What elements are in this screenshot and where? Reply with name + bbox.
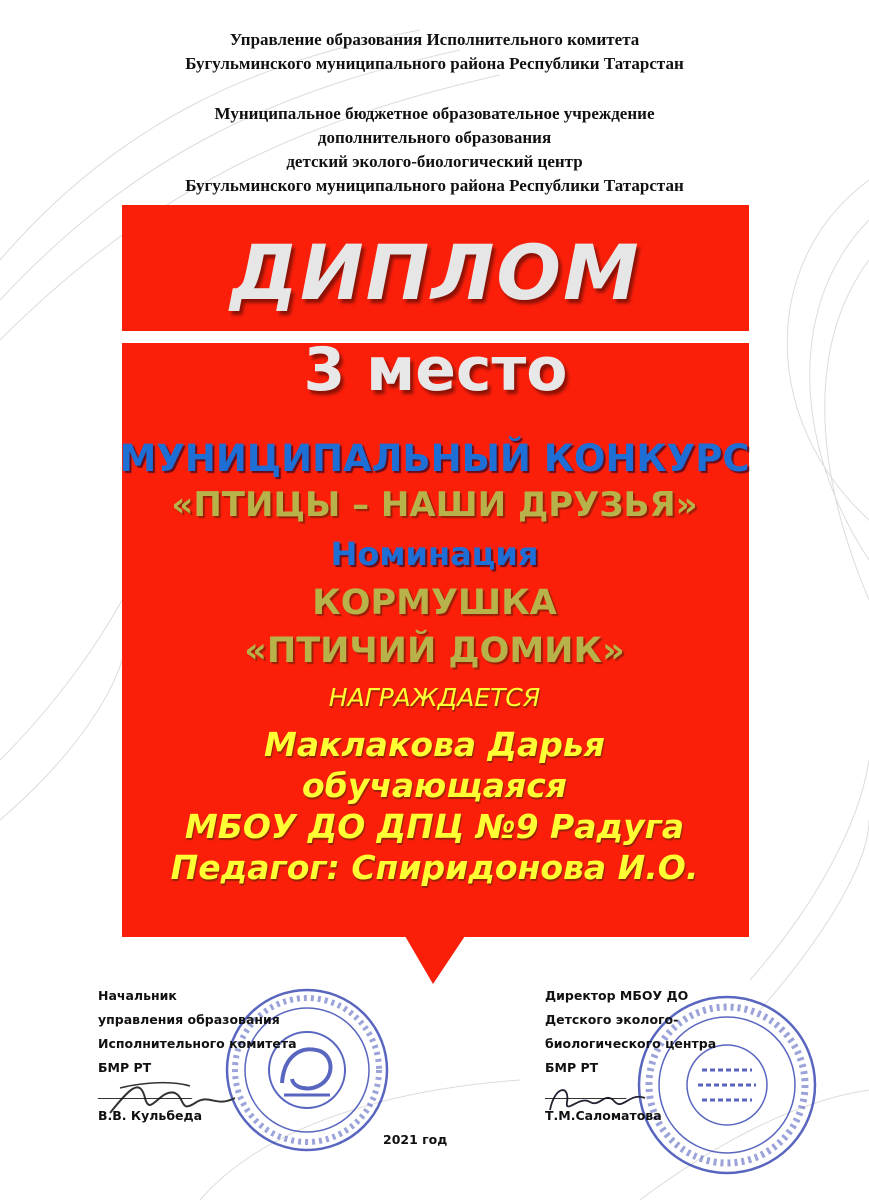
right-signatory-line-2: Детского эколого- bbox=[545, 1012, 679, 1027]
right-signatory-name: Т.М.Саломатова bbox=[545, 1108, 662, 1123]
header-line-4: дополнительного образования bbox=[317, 128, 552, 147]
left-signatory-line-3: Исполнительного комитета bbox=[98, 1036, 297, 1051]
right-signatory-line-3: биологического центра bbox=[545, 1036, 717, 1051]
right-signatory-line-4: БМР РТ bbox=[545, 1060, 599, 1075]
teacher-name: Педагог: Спиридонова И.О. bbox=[170, 848, 699, 887]
right-signatory-line-1: Директор МБОУ ДО bbox=[545, 988, 689, 1003]
panel-pointer bbox=[405, 936, 465, 986]
recipient-name: Маклакова Дарья bbox=[264, 725, 605, 764]
left-signatory-line-1: Начальник bbox=[98, 988, 177, 1003]
contest-label: МУНИЦИПАЛЬНЫЙ КОНКУРС bbox=[119, 437, 750, 480]
recipient-status: обучающаяся bbox=[302, 766, 567, 805]
left-signatory bbox=[98, 984, 297, 1128]
nomination-label: Номинация bbox=[330, 535, 539, 573]
right-signatory bbox=[545, 984, 716, 1128]
header-line-2: Бугульминского муниципального района Республики Татарстан bbox=[185, 54, 684, 73]
header-line-5: детский эколого-биологический центр bbox=[286, 152, 583, 171]
nomination-line-1: КОРМУШКА bbox=[312, 583, 557, 623]
header-institution bbox=[0, 102, 869, 198]
school-name: МБОУ ДО ДПЦ №9 Радуга bbox=[184, 807, 685, 846]
year-text: 2021 год bbox=[383, 1132, 448, 1147]
diploma-title: ДИПЛОМ bbox=[230, 228, 641, 317]
header-line-3: Муниципальное бюджетное образовательное учреждение bbox=[214, 104, 655, 123]
contest-name: «ПТИЦЫ – НАШИ ДРУЗЬЯ» bbox=[171, 485, 698, 525]
awarded-label: НАГРАЖДАЕТСЯ bbox=[328, 683, 541, 712]
nomination-line-2: «ПТИЧИЙ ДОМИК» bbox=[244, 631, 625, 671]
header-line-1: Управление образования Исполнительного комитета bbox=[229, 30, 640, 49]
place-text: 3 место bbox=[303, 335, 568, 405]
right-signature-line: _____________ bbox=[545, 1084, 627, 1099]
header-org bbox=[0, 28, 869, 76]
left-signatory-line-4: БМР РТ bbox=[98, 1060, 152, 1075]
left-signatory-line-2: управления образования bbox=[98, 1012, 280, 1027]
left-signature-line: _______________ bbox=[98, 1084, 192, 1099]
header-line-6: Бугульминского муниципального района Республики Татарстан bbox=[185, 176, 684, 195]
left-signatory-name: В.В. Кульбеда bbox=[98, 1108, 203, 1123]
